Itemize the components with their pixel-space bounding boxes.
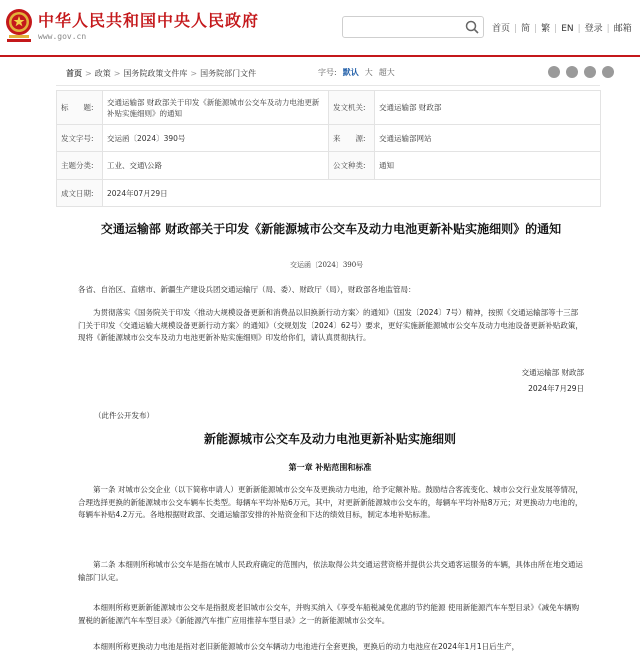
nav-divider: |: [534, 24, 538, 34]
info-source-label: 来 源:: [329, 125, 375, 152]
font-size-label: 字号:: [318, 68, 337, 77]
chapter-heading: 第一章 补贴范围和标准: [288, 462, 372, 472]
article-2-para-3: 本细则所称更换动力电池是指对老旧新能源城市公交车辆动力电池进行全套更换，更换后的动力电池应在2024年1月1日后生产，: [93, 642, 520, 651]
nav-divider: |: [554, 24, 558, 34]
breadcrumb-policy[interactable]: 政策: [94, 69, 111, 78]
info-source-value: 交通运输部网站: [375, 125, 601, 152]
notice-body: 为贯彻落实《国务院关于印发〈推动大规模设备更新和消费品以旧换新行动方案〉的通知》（国发〔2024〕7号）精神，按照《交通运输部等十三部门关于印发〈交通运输大规模设备更新行动方案〉的通知》（交规划发〔2024〕62号）要求，更好实施新能源城市公交车及动力电池设备更新补贴政策，现将《新能源城市公交车及动力电池更新补贴实施细则》印发给你们，请认真贯彻执行。: [78, 308, 583, 342]
nav-login[interactable]: 登录: [584, 24, 603, 34]
breadcrumb-bar: [56, 61, 600, 86]
nav-divider: |: [514, 24, 518, 34]
nav-divider: |: [577, 24, 581, 34]
info-issuer-value: 交通运输部 财政部: [375, 91, 601, 125]
font-size-large[interactable]: 大: [364, 68, 373, 77]
print-icon[interactable]: [602, 66, 614, 78]
info-type-label: 公文种类:: [329, 152, 375, 180]
share-bar: [542, 66, 614, 78]
info-docno-value: 交运函〔2024〕390号: [103, 125, 329, 152]
breadcrumb-separator-icon: >: [190, 69, 198, 78]
top-nav: [492, 21, 632, 34]
header-divider: [0, 55, 640, 57]
info-title-label: 标 题:: [57, 91, 103, 125]
info-topic-label: 主题分类:: [57, 152, 103, 180]
info-date-label: 成文日期:: [57, 180, 103, 207]
font-size-default[interactable]: 默认: [342, 68, 359, 77]
national-emblem-icon[interactable]: [4, 6, 34, 44]
breadcrumb-separator-icon: >: [113, 69, 121, 78]
search-box: [342, 16, 484, 38]
article-1: 第一条 对城市公交企业（以下简称申请人）更新新能源城市公交车及更换动力电池，给予定额补贴。鼓励结合客流变化、城市公交行业发展等情况，合理选择更换的新能源城市公交车辆车长类型。每辆车平均补贴6万元，其中，对更新新能源城市公交车的，每辆车平均补贴8万元；对更换动力电池的，每辆车补贴4.2万元。各地根据财政部、交通运输部安排的补贴资金和下达的绩效目标，制定本地补贴标准。: [78, 485, 583, 519]
info-type-value: 通知: [375, 152, 601, 180]
search-icon[interactable]: [464, 19, 480, 35]
salutation: 各省、自治区、直辖市、新疆生产建设兵团交通运输厅（局、委）、财政厅（局），财政部各地监管局：: [78, 285, 416, 294]
signers: 交通运输部 财政部: [521, 368, 584, 377]
share-wechat-icon[interactable]: [548, 66, 560, 78]
document-title: 交通运输部 财政部关于印发《新能源城市公交车及动力电池更新补贴实施细则》的通知: [100, 222, 562, 236]
publish-note: （此件公开发布）: [94, 411, 154, 420]
breadcrumb-separator-icon: >: [85, 69, 92, 78]
sign-date: 2024年7月29日: [528, 384, 584, 393]
breadcrumb: [66, 68, 256, 79]
nav-english[interactable]: EN: [561, 24, 574, 34]
nav-home[interactable]: 首页: [492, 24, 511, 34]
nav-divider: |: [606, 24, 610, 34]
document-number: 交运函〔2024〕390号: [290, 261, 364, 269]
nav-traditional[interactable]: 繁: [541, 24, 551, 34]
article-2-para-2: 本细则所称更新新能源城市公交车是指报废老旧城市公交车，并购买纳入《享受车船税减免优惠的节约能源 使用新能源汽车车型目录》《减免车辆购置税的新能源汽车车型目录》《新能源汽车推广应用推荐车型目录》之一的新能源城市公交车。: [78, 603, 580, 625]
info-title-value: 交通运输部 财政部关于印发《新能源城市公交车及动力电池更新补贴实施细则》的通知: [103, 91, 329, 125]
search-input[interactable]: [347, 19, 457, 33]
breadcrumb-home[interactable]: 首页: [66, 69, 82, 78]
breadcrumb-policy-library[interactable]: 国务院政策文件库: [123, 69, 188, 78]
share-qzone-icon[interactable]: [584, 66, 596, 78]
site-url: www.gov.cn: [38, 32, 87, 41]
breadcrumb-department-files[interactable]: 国务院部门文件: [200, 69, 257, 78]
info-docno-label: 发文字号:: [57, 125, 103, 152]
info-topic-value: 工业、交通\公路: [103, 152, 329, 180]
info-date-value: 2024年07月29日: [103, 180, 601, 207]
font-size-xlarge[interactable]: 超大: [378, 68, 395, 77]
article-2: 第二条 本细则所称城市公交车是指在城市人民政府确定的范围内，依法取得公共交通运营资格并提供公共交通客运服务的车辆，具体由所在地交通运输部门认定。: [78, 560, 583, 582]
nav-mailbox[interactable]: 邮箱: [613, 24, 632, 34]
site-title[interactable]: 中华人民共和国中央人民政府: [38, 11, 260, 30]
info-issuer-label: 发文机关:: [329, 91, 375, 125]
font-size-switcher: [318, 67, 395, 78]
site-header: [0, 0, 640, 56]
document-info-table: [56, 90, 601, 207]
nav-simplified[interactable]: 简: [521, 24, 531, 34]
rules-title: 新能源城市公交车及动力电池更新补贴实施细则: [203, 432, 456, 446]
share-weibo-icon[interactable]: [566, 66, 578, 78]
